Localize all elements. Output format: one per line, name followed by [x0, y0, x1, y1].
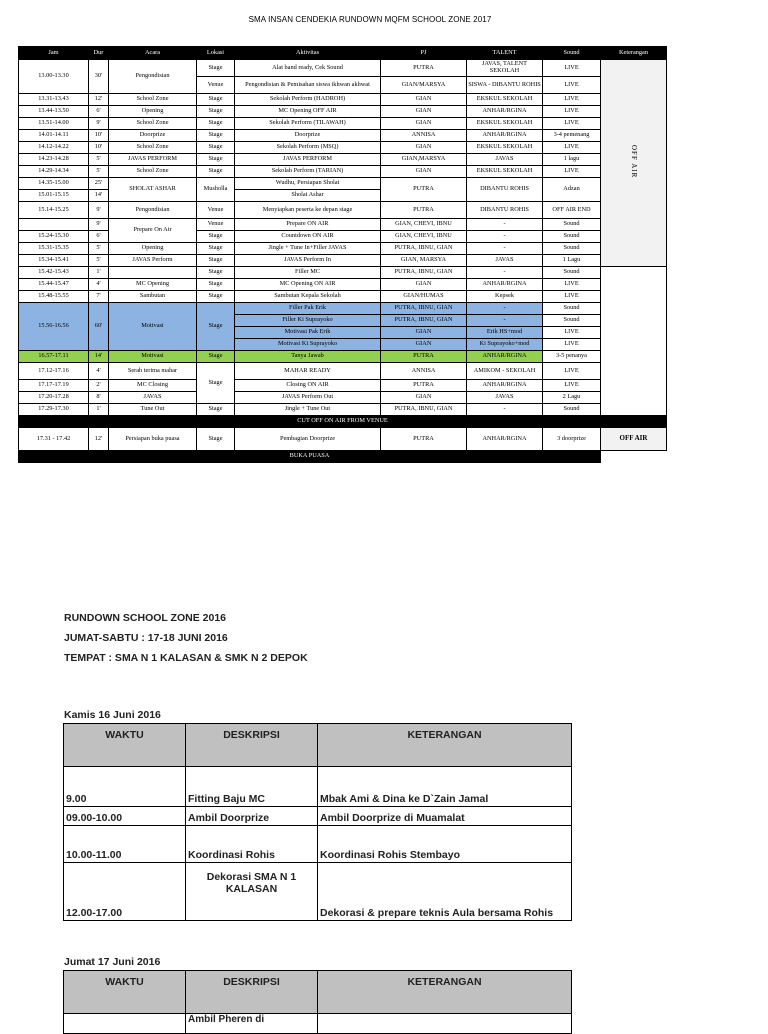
cell-waktu: 10.00-11.00	[64, 826, 186, 863]
cell-dur: 9'	[89, 219, 109, 231]
cell-aktivitas: Sekolah Perform (TILAWAH)	[235, 118, 381, 130]
cell-deskripsi: Koordinasi Rohis	[186, 826, 318, 863]
cell-pj: GIAN, MARSYA	[381, 255, 467, 267]
cell-lokasi: Stage	[197, 363, 235, 404]
cell-pj: PUTRA	[381, 202, 467, 219]
table-row	[19, 118, 667, 130]
cell-sound: LIVE	[543, 142, 601, 154]
table-row	[19, 279, 667, 291]
cell-pj: GIAN	[381, 118, 467, 130]
cell-talent: -	[467, 404, 543, 416]
table-row	[19, 243, 667, 255]
cell-jam: 15.56-16.56	[19, 303, 89, 351]
cell-talent: AMIKOM - SEKOLAH	[467, 363, 543, 380]
cell-jam: 17.29-17.30	[19, 404, 89, 416]
cell-waktu: 09.00-10.00	[64, 807, 186, 826]
cell-pj: GIAN/HUMAS	[381, 291, 467, 303]
col-dur: Dur	[89, 47, 109, 60]
cell-deskripsi: Fitting Baju MC	[186, 767, 318, 807]
table-row	[19, 428, 667, 451]
cell-jam: 14.23-14.28	[19, 154, 89, 166]
cell-pj: PUTRA, IBNU, GIAN	[381, 303, 467, 315]
col-jam: Jam	[19, 47, 89, 60]
cell-sound: LIVE	[543, 60, 601, 77]
col-keterangan: Keterangan	[601, 47, 667, 60]
cell-lokasi: Stage	[197, 267, 235, 279]
cell-lokasi: Venue	[197, 202, 235, 219]
table-row	[19, 202, 667, 219]
col-aktivitas: Aktivitas	[235, 47, 381, 60]
table-row	[19, 303, 667, 315]
table-row	[19, 291, 667, 303]
cell-sound: Sound	[543, 303, 601, 315]
cell-pj: PUTRA, IBNU, GIAN	[381, 267, 467, 279]
cell-acara: Opening	[109, 106, 197, 118]
cell-jam: 13.51-14.00	[19, 118, 89, 130]
cell-acara: JAVAS PERFORM	[109, 154, 197, 166]
cell-acara: Tune Out	[109, 404, 197, 416]
cell-jam: 17.12-17.16	[19, 363, 89, 380]
cell-talent: EKSKUL SEKOLAH	[467, 142, 543, 154]
cell-acara: School Zone	[109, 94, 197, 106]
table-row	[19, 106, 667, 118]
cell-dur: 9'	[89, 202, 109, 219]
cell-aktivitas: Sekolah Perform (TARIAN)	[235, 166, 381, 178]
cell-lokasi: Stage	[197, 94, 235, 106]
cell-lokasi: Stage	[197, 231, 235, 243]
cell-sound: 3-4 pemenang	[543, 130, 601, 142]
table-row	[19, 178, 667, 190]
cell-aktivitas: Menyiapkan peserta ke depan stage	[235, 202, 381, 219]
cell-talent: ANHAR/RGINA	[467, 351, 543, 363]
cell-aktivitas: MAHAR READY	[235, 363, 381, 380]
table-row	[64, 826, 572, 863]
cell-acara: Doorprize	[109, 130, 197, 142]
cell-dur: 5'	[89, 255, 109, 267]
cell-pj: PUTRA	[381, 178, 467, 202]
cell-acara: Prepare On Air	[109, 219, 197, 243]
cell-aktivitas: Wudhu, Persiapan Sholat	[235, 178, 381, 190]
col-waktu: WAKTU	[64, 724, 186, 767]
table-row	[19, 60, 667, 77]
cell-jam: 16.57-17.11	[19, 351, 89, 363]
cell-talent: EKSKUL SEKOLAH	[467, 166, 543, 178]
cell-talent: SISWA - DIBANTU ROHIS	[467, 77, 543, 94]
cell-talent: EKSKUL SEKOLAH	[467, 118, 543, 130]
cell-aktivitas: Sekolah Perform (HADROH)	[235, 94, 381, 106]
cell-waktu: 12.00-17.00	[64, 863, 186, 921]
day2-label: Jumat 17 Juni 2016	[64, 956, 161, 968]
col-deskripsi: DESKRIPSI	[186, 724, 318, 767]
cell-sound: LIVE	[543, 166, 601, 178]
cell-sound: LIVE	[543, 77, 601, 94]
col-acara: Acara	[109, 47, 197, 60]
cell-pj: GIAN	[381, 166, 467, 178]
cell-talent: -	[467, 231, 543, 243]
cell-pj: PUTRA	[381, 60, 467, 77]
table-row	[19, 380, 667, 392]
cell-pj: PUTRA, IBNU, GIAN	[381, 315, 467, 327]
cell-dur: 5'	[89, 243, 109, 255]
cell-aktivitas: Closing ON AIR	[235, 380, 381, 392]
cell-dur: 4'	[89, 363, 109, 380]
col-deskripsi: DESKRIPSI	[186, 971, 318, 1014]
cell-talent: ANHAR/RGINA	[467, 279, 543, 291]
cell-keterangan: Dekorasi & prepare teknis Aula bersama Rohis	[318, 863, 572, 921]
cell-jam: 13.31-13.43	[19, 94, 89, 106]
buka-puasa-bar: BUKA PUASA	[19, 451, 667, 463]
cell-lokasi: Stage	[197, 60, 235, 77]
cell-lokasi: Stage	[197, 303, 235, 351]
cell-dur: 7'	[89, 291, 109, 303]
cell-dur: 5'	[89, 166, 109, 178]
cell-jam: 15.14-15.25	[19, 202, 89, 219]
section2-title: RUNDOWN SCHOOL ZONE 2016	[64, 612, 226, 624]
cell-sound: 1 lagu	[543, 154, 601, 166]
cell-dur: 9'	[89, 118, 109, 130]
cell-sound: LIVE	[543, 327, 601, 339]
header-row	[19, 47, 667, 60]
cell-talent: Kepsek	[467, 291, 543, 303]
cell-dur: 25'	[89, 178, 109, 190]
cell-pj: GIAN	[381, 142, 467, 154]
cell-aktivitas: Motivasi Ki Suprayoko	[235, 339, 381, 351]
header-row	[64, 971, 572, 1014]
cell-pj: GIAN	[381, 106, 467, 118]
table-row	[19, 219, 667, 231]
cell-acara: Pengondisian	[109, 60, 197, 94]
table-row	[19, 363, 667, 380]
cell-pj: GIAN	[381, 339, 467, 351]
cell-pj: PUTRA, IBNU, GIAN	[381, 404, 467, 416]
cell-sound: LIVE	[543, 380, 601, 392]
cell-dur: 6'	[89, 231, 109, 243]
section2-place: TEMPAT : SMA N 1 KALASAN & SMK N 2 DEPOK	[64, 652, 308, 664]
table-row	[19, 404, 667, 416]
cell-sound: LIVE	[543, 339, 601, 351]
cell-talent: ANHAR/RGINA	[467, 428, 543, 451]
cell-dur: 12'	[89, 94, 109, 106]
cell-acara: School Zone	[109, 142, 197, 154]
cell-acara: Opening	[109, 243, 197, 255]
cell-sound: LIVE	[543, 291, 601, 303]
cell-acara: MC Opening	[109, 279, 197, 291]
cell-sound: 3-5 penanya	[543, 351, 601, 363]
cell-pj: GIAN	[381, 279, 467, 291]
cell-sound: Sound	[543, 267, 601, 279]
cell-keterangan: Koordinasi Rohis Stembayo	[318, 826, 572, 863]
cell-jam: 14.35-15.00	[19, 178, 89, 190]
cell-jam: 14.12-14.22	[19, 142, 89, 154]
cell-acara: Pengondisian	[109, 202, 197, 219]
cell-sound: LIVE	[543, 118, 601, 130]
cell-dur: 1'	[89, 267, 109, 279]
cell-lokasi: Stage	[197, 166, 235, 178]
cell-jam: 15.44-15.47	[19, 279, 89, 291]
cell-sound: OFF AIR END	[543, 202, 601, 219]
cell-pj: GIAN,MARSYA	[381, 154, 467, 166]
cell-sound: LIVE	[543, 279, 601, 291]
cell-pj: GIAN	[381, 94, 467, 106]
cell-lokasi: Stage	[197, 255, 235, 267]
cell-jam: 17.31 - 17.42	[19, 428, 89, 451]
cell-talent: JAVAS	[467, 392, 543, 404]
cell-sound: Sound	[543, 315, 601, 327]
table-row	[64, 807, 572, 826]
cell-dur: 10'	[89, 130, 109, 142]
cell-acara: JAVAS Perform	[109, 255, 197, 267]
cell-dur: 6'	[89, 106, 109, 118]
table-row	[19, 166, 667, 178]
cell-acara: Sambutan	[109, 291, 197, 303]
off-air-end-label: OFF AIR	[601, 428, 667, 451]
schedule-table-day1	[63, 723, 572, 921]
cell-lokasi: Stage	[197, 154, 235, 166]
cell-aktivitas: Sambutan Kepala Sekolah	[235, 291, 381, 303]
cell-dur: 5'	[89, 154, 109, 166]
cell-dur: 4'	[89, 279, 109, 291]
cell-talent: JAVAS	[467, 154, 543, 166]
cell-aktivitas: JAVAS Perform In	[235, 255, 381, 267]
cell-talent: -	[467, 315, 543, 327]
cell-keterangan: Mbak Ami & Dina ke D`Zain Jamal	[318, 767, 572, 807]
cell-acara: Motivasi	[109, 351, 197, 363]
cell-deskripsi: Ambil Pheren di	[186, 1014, 318, 1034]
cell-dur: 10'	[89, 142, 109, 154]
cell-acara: MC Closing	[109, 380, 197, 392]
cell-talent: JAVAS	[467, 255, 543, 267]
cell-pj: PUTRA	[381, 428, 467, 451]
page-title: SMA INSAN CENDEKIA RUNDOWN MQFM SCHOOL ZONE 2017	[248, 15, 492, 24]
cell-dur: 12'	[89, 428, 109, 451]
col-talent: TALENT	[467, 47, 543, 60]
table-row	[19, 142, 667, 154]
cell-sound: LIVE	[543, 106, 601, 118]
cell-acara	[109, 267, 197, 279]
cell-lokasi: Stage	[197, 118, 235, 130]
table-row	[19, 392, 667, 404]
cell-pj: PUTRA	[381, 380, 467, 392]
cell-jam: 13.00-13.30	[19, 60, 89, 94]
header-row	[64, 724, 572, 767]
cell-aktivitas: Tanya Jawab	[235, 351, 381, 363]
cell-lokasi: Stage	[197, 142, 235, 154]
col-sound: Sound	[543, 47, 601, 60]
cell-aktivitas: Sholat Ashar	[235, 190, 381, 202]
cell-talent: Erik HS+mod	[467, 327, 543, 339]
cell-aktivitas: Jingle + Tune Out	[235, 404, 381, 416]
cell-talent: Ki Suprayoko+mod	[467, 339, 543, 351]
cell-keterangan: Ambil Doorprize di Muamalat	[318, 807, 572, 826]
cell-pj: GIAN	[381, 392, 467, 404]
cell-lokasi: Stage	[197, 428, 235, 451]
cell-talent: JAVAS, TALENT SEKOLAH	[467, 60, 543, 77]
cell-aktivitas: Sekolah Perform (MSQ)	[235, 142, 381, 154]
cell-acara: School Zone	[109, 118, 197, 130]
cell-acara: Motivasi	[109, 303, 197, 351]
table-row	[19, 351, 667, 363]
cell-acara: School Zone	[109, 166, 197, 178]
cell-aktivitas: Prepare ON AIR	[235, 219, 381, 231]
cell-aktivitas: Filler MC	[235, 267, 381, 279]
cell-sound: LIVE	[543, 94, 601, 106]
cell-talent: EKSKUL SEKOLAH	[467, 94, 543, 106]
cell-aktivitas: JAVAS PERFORM	[235, 154, 381, 166]
cell-sound: Sound	[543, 404, 601, 416]
cell-pj: GIAN	[381, 327, 467, 339]
col-keterangan: KETERANGAN	[318, 971, 572, 1014]
day1-label: Kamis 16 Juni 2016	[64, 709, 161, 721]
cell-sound: LIVE	[543, 363, 601, 380]
rundown-table	[18, 46, 667, 463]
cell-jam: 15.01-15.15	[19, 190, 89, 202]
cell-aktivitas: Filler Pak Erik	[235, 303, 381, 315]
cell-sound: 2 Lagu	[543, 392, 601, 404]
cell-aktivitas: Doorprize	[235, 130, 381, 142]
schedule-table-day2	[63, 970, 572, 1034]
col-keterangan: KETERANGAN	[318, 724, 572, 767]
cell-sound: Sound	[543, 219, 601, 231]
cell-lokasi: Stage	[197, 279, 235, 291]
cell-aktivitas: MC Opening OFF AIR	[235, 106, 381, 118]
cell-talent: ANHAR/RGINA	[467, 106, 543, 118]
cell-jam: 15.48-15.55	[19, 291, 89, 303]
cell-acara: Persiapan buka puasa	[109, 428, 197, 451]
table-row	[19, 154, 667, 166]
cell-dur: 1'	[89, 404, 109, 416]
col-pj: PJ	[381, 47, 467, 60]
col-lokasi: Lokasi	[197, 47, 235, 60]
cell-pj: PUTRA, IBNU, GIAN	[381, 243, 467, 255]
cell-aktivitas: MC Opening ON AIR	[235, 279, 381, 291]
cell-talent: -	[467, 219, 543, 231]
cell-lokasi: Stage	[197, 404, 235, 416]
cell-dur: 14'	[89, 190, 109, 202]
cell-dur: 30'	[89, 60, 109, 94]
cell-talent: ANHAR/RGINA	[467, 130, 543, 142]
cell-pj: ANNISA	[381, 130, 467, 142]
cell-pj: GIAN, CHEVI, IBNU	[381, 219, 467, 231]
table-row	[64, 767, 572, 807]
cell-jam: 15.24-15.30	[19, 231, 89, 243]
cell-aktivitas: Pengondisian & Pemisahan siswa ikhwan akhwat	[235, 77, 381, 94]
table-row	[19, 255, 667, 267]
off-air-label: OFF AIR	[601, 60, 667, 267]
cell-acara: Serah terima mahar	[109, 363, 197, 380]
cell-jam: 14.01-14.11	[19, 130, 89, 142]
cell-acara: JAVAS	[109, 392, 197, 404]
cell-aktivitas: Motivasi Pak Erik	[235, 327, 381, 339]
col-waktu: WAKTU	[64, 971, 186, 1014]
cell-talent: -	[467, 267, 543, 279]
cell-aktivitas: Alat band ready, Cek Sound	[235, 60, 381, 77]
cell-deskripsi: Dekorasi SMA N 1 KALASAN	[186, 863, 318, 921]
cell-lokasi: Stage	[197, 291, 235, 303]
cell-aktivitas: Filler Ki Suprayoko	[235, 315, 381, 327]
cell-aktivitas: Pembagian Doorprize	[235, 428, 381, 451]
cell-talent: DIBANTU ROHIS	[467, 178, 543, 202]
table-row	[19, 267, 667, 279]
cell-lokasi: Venue	[197, 77, 235, 94]
cell-talent: ANHAR/RGINA	[467, 380, 543, 392]
cell-sound: 3 doorprize	[543, 428, 601, 451]
cell-jam	[19, 219, 89, 231]
cell-dur: 60'	[89, 303, 109, 351]
cell-lokasi: Stage	[197, 106, 235, 118]
cell-aktivitas: Jingle + Tune In+Filler JAVAS	[235, 243, 381, 255]
cell-pj: GIAN, CHEVI, IBNU	[381, 231, 467, 243]
cell-jam: 15.31-15.35	[19, 243, 89, 255]
cell-aktivitas: JAVAS Perform Out	[235, 392, 381, 404]
cell-talent: -	[467, 243, 543, 255]
cell-jam: 17.17-17.19	[19, 380, 89, 392]
cell-acara: SHOLAT ASHAR	[109, 178, 197, 202]
cell-aktivitas: Countdown ON AIR	[235, 231, 381, 243]
cell-lokasi: Musholla	[197, 178, 235, 202]
cell-jam: 15.34-15.41	[19, 255, 89, 267]
cell-lokasi: Stage	[197, 130, 235, 142]
cell-sound: Sound	[543, 243, 601, 255]
cell-pj: PUTRA	[381, 351, 467, 363]
cell-jam: 15.42-15.43	[19, 267, 89, 279]
cell-pj: ANNISA	[381, 363, 467, 380]
section2-date: JUMAT-SABTU : 17-18 JUNI 2016	[64, 632, 228, 644]
cell-sound: Sound	[543, 231, 601, 243]
cell-jam: 14.29-14.34	[19, 166, 89, 178]
cell-deskripsi: Ambil Doorprize	[186, 807, 318, 826]
cut-off-bar: CUT OFF ON AIR FROM VENUE	[19, 416, 667, 428]
cell-jam: 17.20-17.28	[19, 392, 89, 404]
cell-talent: -	[467, 303, 543, 315]
cell-dur: 8'	[89, 392, 109, 404]
cell-dur: 2'	[89, 380, 109, 392]
cell-lokasi: Stage	[197, 243, 235, 255]
cell-pj: GIAN/MARSYA	[381, 77, 467, 94]
table-row	[19, 94, 667, 106]
cell-sound: Adzan	[543, 178, 601, 202]
cell-lokasi: Venue	[197, 219, 235, 231]
cell-talent: DIBANTU ROHIS	[467, 202, 543, 219]
cell-lokasi: Stage	[197, 351, 235, 363]
cell-dur: 14'	[89, 351, 109, 363]
table-row	[64, 863, 572, 921]
cell-sound: 1 Lagu	[543, 255, 601, 267]
table-row	[19, 130, 667, 142]
cell-waktu: 9.00	[64, 767, 186, 807]
cell-jam: 13.44-13.50	[19, 106, 89, 118]
